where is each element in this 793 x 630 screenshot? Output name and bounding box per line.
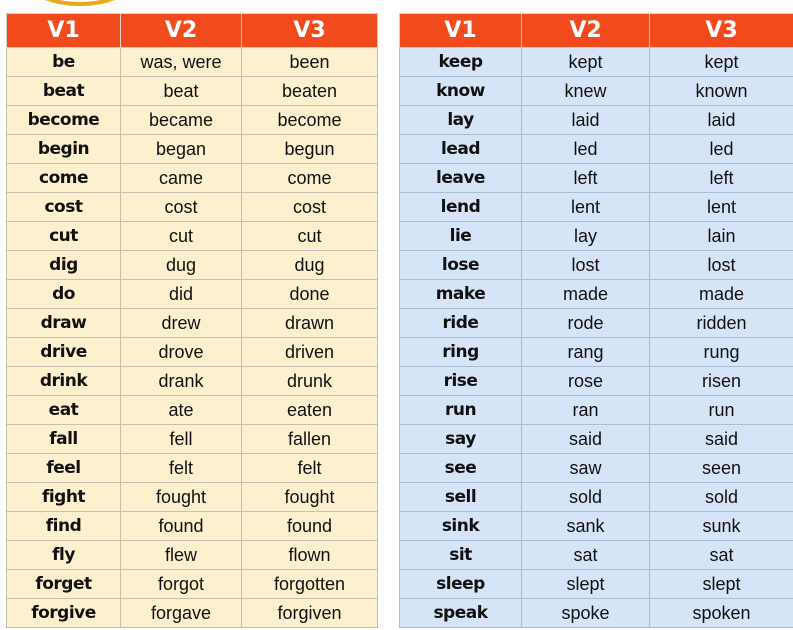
v1-cell: sleep [400,570,522,599]
v1-cell: know [400,77,522,106]
v2-cell: made [522,280,650,309]
table-row [7,425,378,454]
v2-cell: was, were [121,48,242,77]
v1-cell: dig [7,251,121,280]
v3-cell: found [242,512,378,541]
v2-cell: said [522,425,650,454]
v3-cell: rung [650,338,793,367]
table-header-row [400,14,793,48]
table-row [400,106,793,135]
table-row [7,570,378,599]
table-row [7,483,378,512]
v3-cell: sat [650,541,793,570]
v1-cell: leave [400,164,522,193]
v2-cell: saw [522,454,650,483]
v1-cell: lie [400,222,522,251]
header-v1: V1 [7,14,121,48]
v1-cell: forgive [7,599,121,628]
v1-cell: become [7,106,121,135]
table-row [400,396,793,425]
v1-cell: be [7,48,121,77]
table-row [7,454,378,483]
table-row [7,396,378,425]
v2-cell: drew [121,309,242,338]
v2-cell: knew [522,77,650,106]
table-row [7,106,378,135]
v2-cell: drove [121,338,242,367]
v2-cell: ate [121,396,242,425]
v1-cell: feel [7,454,121,483]
table-header-row [7,14,378,48]
v3-cell: done [242,280,378,309]
v1-cell: do [7,280,121,309]
v2-cell: rode [522,309,650,338]
v2-cell: drank [121,367,242,396]
v2-cell: lay [522,222,650,251]
v1-cell: run [400,396,522,425]
table-row [7,541,378,570]
table-row [400,338,793,367]
v2-cell: led [522,135,650,164]
v2-cell: cost [121,193,242,222]
table-row [7,193,378,222]
v3-cell: cut [242,222,378,251]
v3-cell: beaten [242,77,378,106]
v3-cell: sunk [650,512,793,541]
v2-cell: rose [522,367,650,396]
v1-cell: beat [7,77,121,106]
v3-cell: sold [650,483,793,512]
v2-cell: cut [121,222,242,251]
table-row [400,77,793,106]
v1-cell: speak [400,599,522,628]
v3-cell: led [650,135,793,164]
header-v3: V3 [242,14,378,48]
v3-cell: made [650,280,793,309]
table-row [400,512,793,541]
v3-cell: begun [242,135,378,164]
v1-cell: lose [400,251,522,280]
v3-cell: risen [650,367,793,396]
v3-cell: eaten [242,396,378,425]
table-row [7,164,378,193]
v2-cell: lost [522,251,650,280]
table-row [7,338,378,367]
header-v3: V3 [650,14,793,48]
table-row [400,222,793,251]
v1-cell: drink [7,367,121,396]
table-row [7,135,378,164]
v3-cell: felt [242,454,378,483]
v1-cell: lead [400,135,522,164]
v2-cell: left [522,164,650,193]
v2-cell: did [121,280,242,309]
v2-cell: flew [121,541,242,570]
v2-cell: ran [522,396,650,425]
v1-cell: eat [7,396,121,425]
v2-cell: dug [121,251,242,280]
v3-cell: spoken [650,599,793,628]
v1-cell: sit [400,541,522,570]
table-row [400,48,793,77]
v2-cell: sat [522,541,650,570]
table-row [7,251,378,280]
v3-cell: said [650,425,793,454]
table-row [7,367,378,396]
v1-cell: sell [400,483,522,512]
v2-cell: forgave [121,599,242,628]
v1-cell: forget [7,570,121,599]
v3-cell: lent [650,193,793,222]
v3-cell: come [242,164,378,193]
v2-cell: laid [522,106,650,135]
v1-cell: drive [7,338,121,367]
v2-cell: lent [522,193,650,222]
header-v2: V2 [522,14,650,48]
v3-cell: kept [650,48,793,77]
table-row [7,77,378,106]
v1-cell: draw [7,309,121,338]
v1-cell: lay [400,106,522,135]
v2-cell: fell [121,425,242,454]
v3-cell: fallen [242,425,378,454]
table-row [400,251,793,280]
v3-cell: driven [242,338,378,367]
table-row [400,599,793,628]
header-v2: V2 [121,14,242,48]
table-row [7,48,378,77]
v1-cell: say [400,425,522,454]
v3-cell: known [650,77,793,106]
v2-cell: found [121,512,242,541]
table-row [400,164,793,193]
table-row [7,512,378,541]
v2-cell: forgot [121,570,242,599]
table-row [7,222,378,251]
v3-cell: flown [242,541,378,570]
v1-cell: ring [400,338,522,367]
v2-cell: fought [121,483,242,512]
table-row [7,309,378,338]
v2-cell: beat [121,77,242,106]
v2-cell: came [121,164,242,193]
v1-cell: make [400,280,522,309]
v1-cell: begin [7,135,121,164]
verb-table-left [6,13,378,628]
v1-cell: lend [400,193,522,222]
v1-cell: fall [7,425,121,454]
v3-cell: fought [242,483,378,512]
verb-table-right [399,13,793,628]
v3-cell: drunk [242,367,378,396]
v3-cell: seen [650,454,793,483]
v2-cell: felt [121,454,242,483]
v1-cell: cut [7,222,121,251]
v3-cell: ridden [650,309,793,338]
v3-cell: been [242,48,378,77]
table-row [400,309,793,338]
v3-cell: left [650,164,793,193]
table-row [400,425,793,454]
table-row [7,280,378,309]
v1-cell: find [7,512,121,541]
v1-cell: come [7,164,121,193]
v3-cell: drawn [242,309,378,338]
v2-cell: became [121,106,242,135]
table-row [400,541,793,570]
v3-cell: cost [242,193,378,222]
v1-cell: keep [400,48,522,77]
v1-cell: rise [400,367,522,396]
v1-cell: fly [7,541,121,570]
table-row [400,135,793,164]
v3-cell: laid [650,106,793,135]
v1-cell: fight [7,483,121,512]
v2-cell: sold [522,483,650,512]
v3-cell: run [650,396,793,425]
table-row [400,367,793,396]
v3-cell: forgiven [242,599,378,628]
v3-cell: forgotten [242,570,378,599]
table-row [7,599,378,628]
v1-cell: ride [400,309,522,338]
v1-cell: see [400,454,522,483]
v1-cell: cost [7,193,121,222]
v3-cell: dug [242,251,378,280]
header-v1: V1 [400,14,522,48]
v2-cell: spoke [522,599,650,628]
v3-cell: become [242,106,378,135]
v2-cell: began [121,135,242,164]
v1-cell: sink [400,512,522,541]
table-row [400,454,793,483]
table-row [400,483,793,512]
v3-cell: lost [650,251,793,280]
v2-cell: kept [522,48,650,77]
table-row [400,193,793,222]
table-row [400,570,793,599]
v3-cell: slept [650,570,793,599]
table-row [400,280,793,309]
v2-cell: sank [522,512,650,541]
v2-cell: slept [522,570,650,599]
logo-badge [20,0,140,6]
v3-cell: lain [650,222,793,251]
v2-cell: rang [522,338,650,367]
